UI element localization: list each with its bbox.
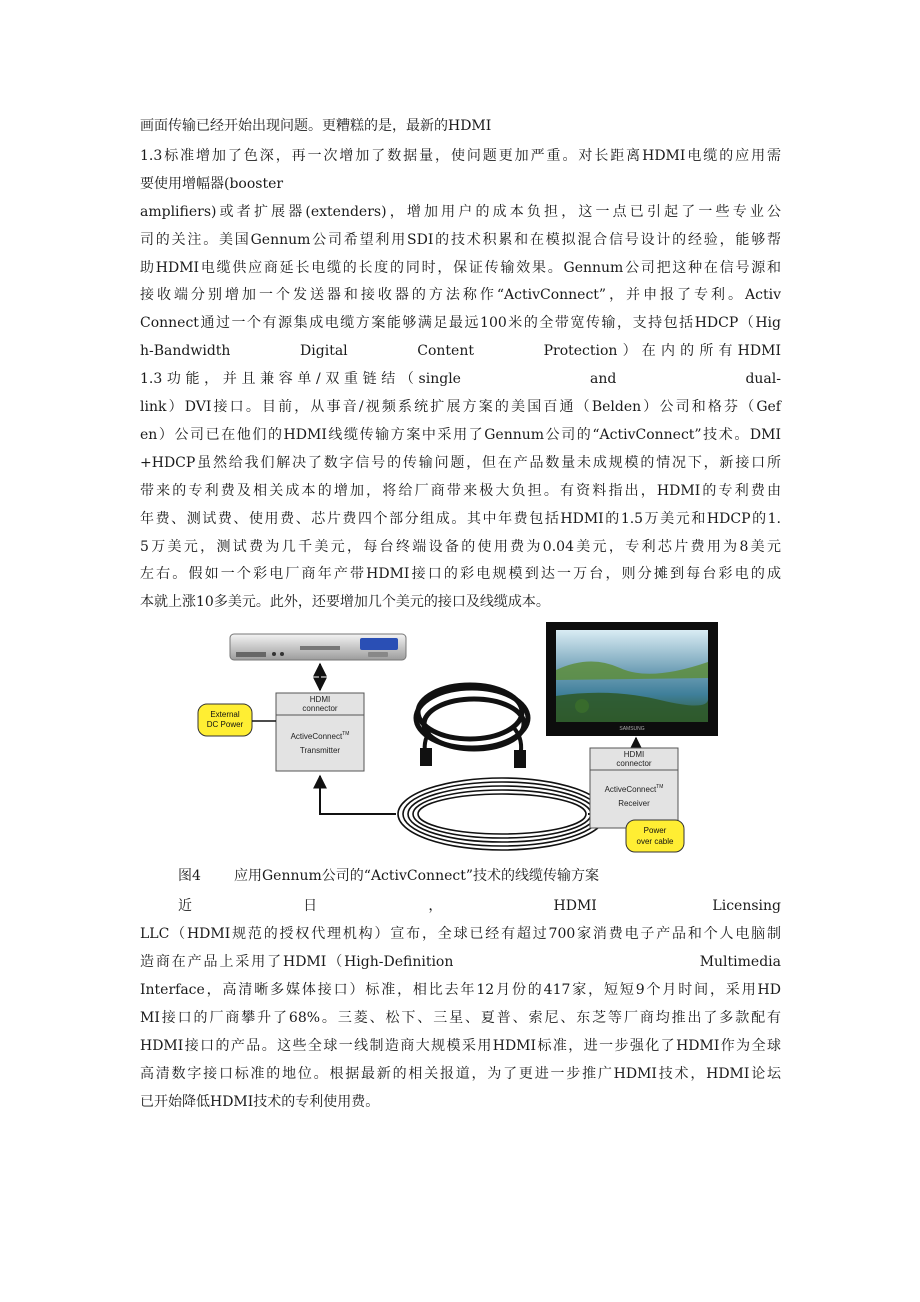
text-line: 本就上涨10多美元。此外，还要增加几个美元的接口及线缆成本。 xyxy=(140,594,550,610)
hdmi-plug-right xyxy=(514,750,526,768)
text-line: 左右。假如一个彩电厂商年产带HDMI接口的彩电规模到达一万台，则分摊到每台彩电的成 xyxy=(140,566,781,582)
figure-activconnect-diagram xyxy=(190,618,730,858)
svg-text:External: External xyxy=(210,710,240,719)
text-line: MI接口的厂商攀升了68%。三菱、松下、三星、夏普、索尼、东芝等厂商均推出了多款配有 xyxy=(140,1010,781,1026)
svg-text:Transmitter: Transmitter xyxy=(299,746,341,755)
text-line: 助HDMI电缆供应商延长电缆的长度的同时，保证传输效果。Gennum公司把这种在信号源和 xyxy=(140,260,781,276)
svg-text:connector: connector xyxy=(616,759,652,768)
svg-text:Receiver: Receiver xyxy=(618,799,650,808)
text-line: LLC（HDMI规范的授权代理机构）宣布，全球已经有超过700家消费电子产品和个人电脑制 xyxy=(140,926,781,942)
text-line: 带来的专利费及相关成本的增加，将给厂商带来极大负担。有资料指出，HDMI的专利费由 xyxy=(140,483,781,499)
text-line: link）DVI接口。目前，从事音/视频系统扩展方案的美国百通（Belden）公司和格芬（Gef xyxy=(140,399,781,415)
figure-caption xyxy=(178,866,599,886)
text-line: 1.3标准增加了色深，再一次增加了数据量，使问题更加严重。对长距离HDMI电缆的应用需 xyxy=(140,148,781,164)
svg-text:connector: connector xyxy=(302,704,338,713)
text-line: 近日，HDMI Licensing xyxy=(178,898,781,914)
dvd-player-image xyxy=(230,634,406,660)
text-line: 1.3功能，并且兼容单/双重链结（single and dual- xyxy=(140,371,781,387)
text-line: 要使用增幅器(booster xyxy=(140,176,284,192)
text-line: 司的关注。美国Gennum公司希望利用SDI的技术积累和在模拟混合信号设计的经验，能够帮 xyxy=(140,232,781,248)
text-line: amplifiers)或者扩展器(extenders)，增加用户的成本负担，这一点已引起了一些专业公 xyxy=(140,204,781,220)
diagram-svg xyxy=(190,618,730,858)
arrow-transmitter-cable xyxy=(320,776,396,814)
transmitter-box xyxy=(276,693,364,771)
text-line: 接收端分别增加一个发送器和接收器的方法称作“ActivConnect”，并申报了专利。Activ xyxy=(140,287,781,303)
hdmi-plug-left xyxy=(420,748,432,766)
text-line: 5万美元，测试费为几千美元，每台终端设备的使用费为0.04美元，专利芯片费用为8美元 xyxy=(140,539,781,555)
svg-text:SAMSUNG: SAMSUNG xyxy=(619,726,645,732)
cable-coil xyxy=(398,778,606,850)
svg-text:over cable: over cable xyxy=(636,837,674,846)
svg-text:HDMI: HDMI xyxy=(623,750,645,759)
hdmi-cable-image xyxy=(416,685,528,756)
receiver-box xyxy=(590,748,678,828)
text-line: en）公司已在他们的HDMI线缆传输方案中采用了Gennum公司的“ActivConnect”技术。DMI xyxy=(140,427,781,443)
caption-text: 应用Gennum公司的“ActivConnect”技术的线缆传输方案 xyxy=(234,868,599,884)
text-line: 高清数字接口标准的地位。根据最新的相关报道，为了更进一步推广HDMI技术，HDMI论坛 xyxy=(140,1066,781,1082)
text-line: Interface，高清晰多媒体接口）标准，相比去年12月份的417家，短短9个月时间，采用HD xyxy=(140,982,781,998)
tv-image xyxy=(546,622,718,736)
text-line: +HDCP虽然给我们解决了数字信号的传输问题，但在产品数量未成规模的情况下，新接口所 xyxy=(140,455,781,471)
transmitter-label: ActiveConnect™ xyxy=(290,731,350,741)
receiver-label: ActiveConnect™ xyxy=(604,784,664,794)
svg-text:Power: Power xyxy=(643,826,667,835)
text-line: Connect通过一个有源集成电缆方案能够满足最远100米的全带宽传输，支持包括HDCP（Hig xyxy=(140,315,781,331)
text-line: 已开始降低HDMI技术的专利使用费。 xyxy=(140,1094,380,1110)
power-over-cable-badge xyxy=(626,820,684,852)
caption-number: 图4 xyxy=(178,868,201,884)
text-line: HDMI接口的产品。这些全球一线制造商大规模采用HDMI标准，进一步强化了HDMI作为全球 xyxy=(140,1038,781,1054)
svg-text:HDMI: HDMI xyxy=(309,695,331,704)
svg-text:DC Power: DC Power xyxy=(206,720,244,729)
text-line: 造商在产品上采用了HDMI（High-Definition Multimedia xyxy=(140,954,781,970)
text-line: 年费、测试费、使用费、芯片费四个部分组成。其中年费包括HDMI的1.5万美元和HDCP的1. xyxy=(140,511,781,527)
external-dc-power-badge xyxy=(198,704,252,736)
text-line: h-Bandwidth Digital Content Protection）在内的所有HDMI xyxy=(140,343,781,359)
text-line: 画面传输已经开始出现问题。更糟糕的是，最新的HDMI xyxy=(140,118,492,134)
